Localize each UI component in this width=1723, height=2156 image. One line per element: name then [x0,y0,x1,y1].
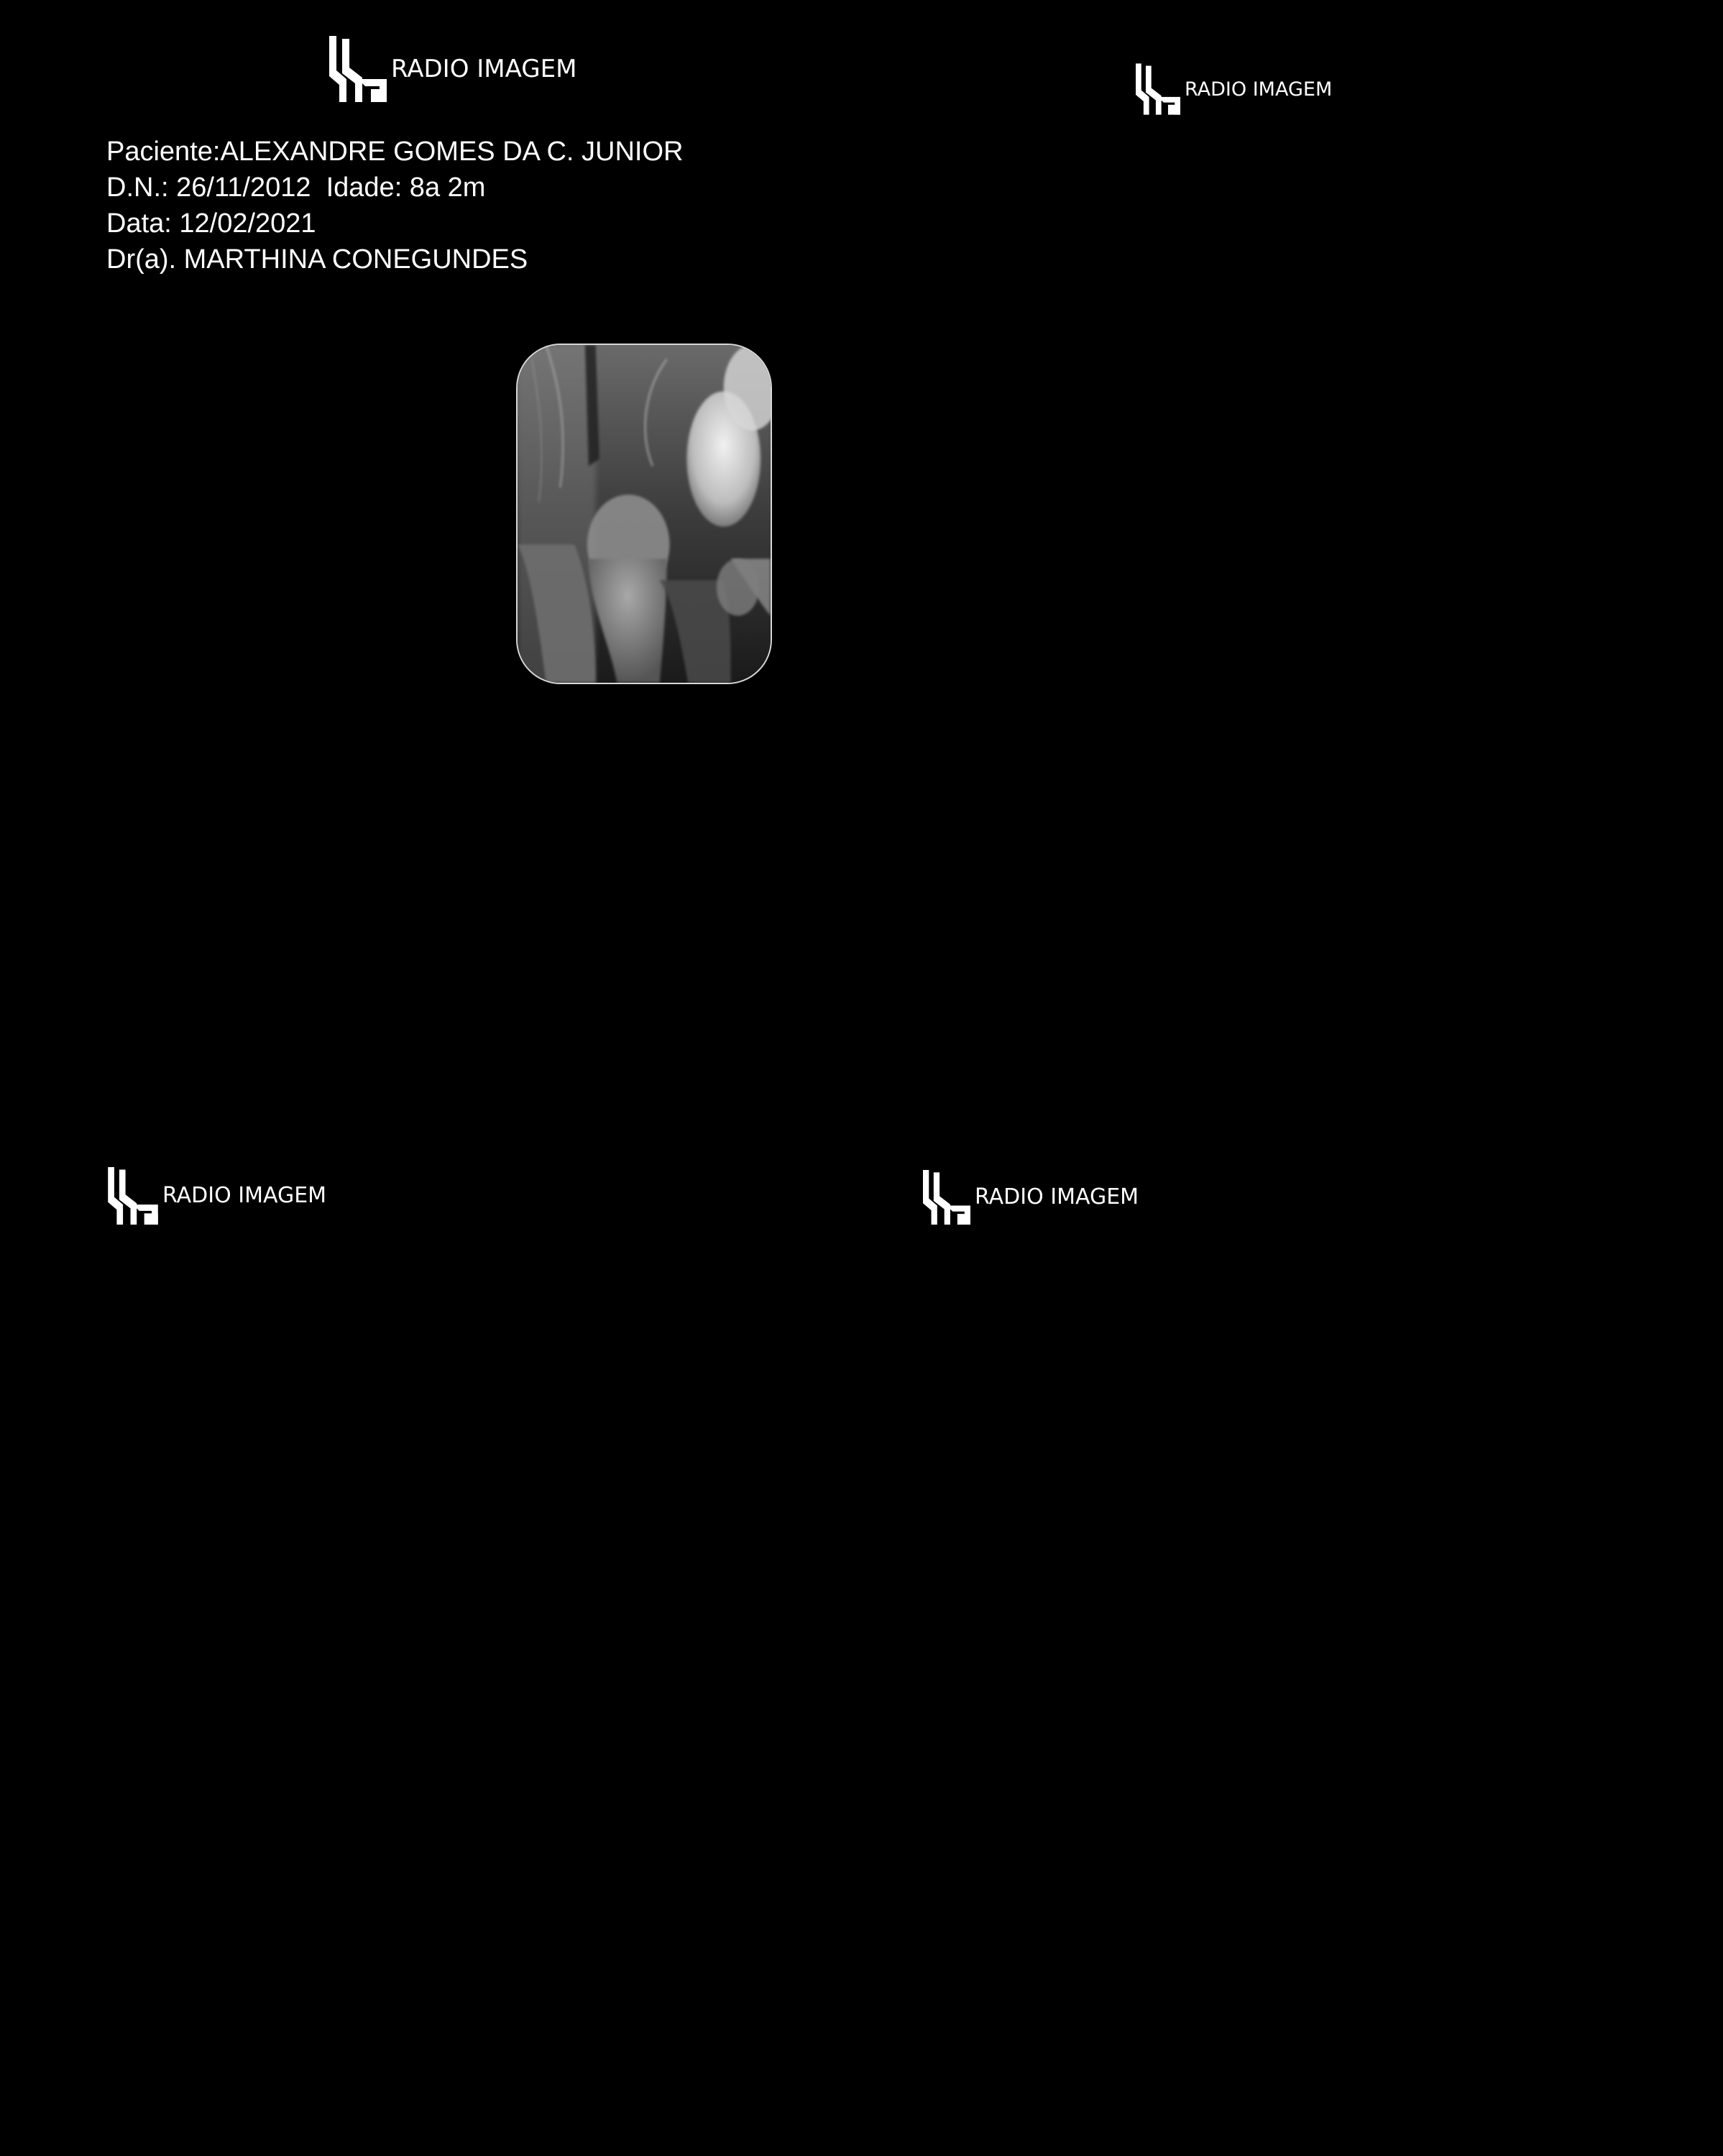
logo-text: RADIO IMAGEM [391,55,577,83]
radio-imagem-logo-icon [108,1167,158,1225]
patient-dob-age: D.N.: 26/11/2012 Idade: 8a 2m [106,172,486,203]
dental-xray-image [516,344,772,684]
logo-text: RADIO IMAGEM [1185,78,1333,101]
radio-imagem-logo [108,1167,326,1225]
logo-text: RADIO IMAGEM [162,1183,327,1208]
radio-imagem-logo-icon [329,36,387,102]
radio-imagem-logo [923,1170,1139,1225]
patient-info [106,134,683,277]
logo-text: RADIO IMAGEM [975,1184,1139,1210]
doctor-name: Dr(a). MARTHINA CONEGUNDES [106,244,528,275]
radio-imagem-logo [329,36,576,102]
radio-imagem-logo-icon [923,1170,970,1225]
patient-name: Paciente:ALEXANDRE GOMES DA C. JUNIOR [106,137,684,167]
exam-date: Data: 12/02/2021 [106,208,316,239]
radio-imagem-logo [1136,63,1332,115]
radio-imagem-logo-icon [1136,63,1180,115]
